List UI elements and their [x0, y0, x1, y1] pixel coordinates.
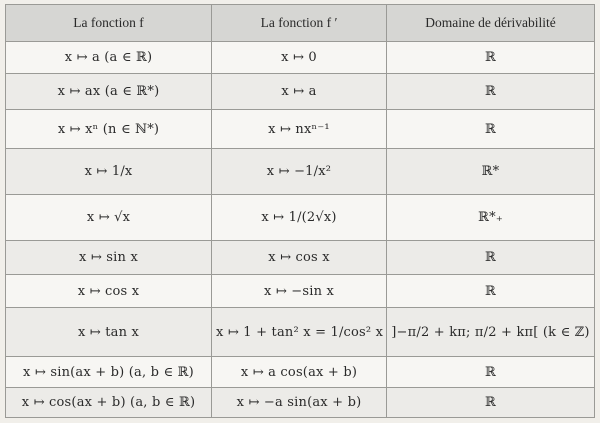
domain-cell: ℝ* [387, 149, 595, 195]
header-domain: Domaine de dérivabilité [387, 5, 595, 42]
derivative-cell: x ↦ a cos(ax + b) [212, 357, 387, 388]
function-cell: x ↦ sin(ax + b) (a, b ∈ ℝ) [6, 357, 212, 388]
domain-cell: ℝ [387, 275, 595, 308]
function-cell: x ↦ ax (a ∈ ℝ*) [6, 74, 212, 110]
function-cell: x ↦ cos x [6, 275, 212, 308]
derivative-cell: x ↦ −1/x² [212, 149, 387, 195]
table-row [6, 308, 595, 357]
table-row [6, 388, 595, 418]
table-row [6, 42, 595, 74]
derivative-cell: x ↦ 1/(2√x) [212, 195, 387, 241]
function-cell: x ↦ √x [6, 195, 212, 241]
function-cell: x ↦ xⁿ (n ∈ ℕ*) [6, 110, 212, 149]
function-cell: x ↦ cos(ax + b) (a, b ∈ ℝ) [6, 388, 212, 418]
derivatives-table-sheet [5, 4, 594, 417]
domain-cell: ℝ [387, 388, 595, 418]
function-cell: x ↦ a (a ∈ ℝ) [6, 42, 212, 74]
domain-cell: ℝ [387, 110, 595, 149]
derivative-cell: x ↦ −a sin(ax + b) [212, 388, 387, 418]
domain-cell: ℝ*₊ [387, 195, 595, 241]
derivative-cell: x ↦ 1 + tan² x = 1/cos² x [212, 308, 387, 357]
derivative-cell: x ↦ a [212, 74, 387, 110]
derivative-cell: x ↦ −sin x [212, 275, 387, 308]
table-row [6, 74, 595, 110]
table-row [6, 241, 595, 275]
table-row [6, 357, 595, 388]
table-row [6, 149, 595, 195]
domain-cell: ]−π/2 + kπ; π/2 + kπ[ (k ∈ ℤ) [387, 308, 595, 357]
table-row [6, 195, 595, 241]
derivative-cell: x ↦ nxⁿ⁻¹ [212, 110, 387, 149]
function-cell: x ↦ 1/x [6, 149, 212, 195]
domain-cell: ℝ [387, 357, 595, 388]
function-cell: x ↦ sin x [6, 241, 212, 275]
header-derivative: La fonction f ′ [212, 5, 387, 42]
domain-cell: ℝ [387, 74, 595, 110]
domain-cell: ℝ [387, 42, 595, 74]
function-cell: x ↦ tan x [6, 308, 212, 357]
table-row [6, 110, 595, 149]
derivative-cell: x ↦ 0 [212, 42, 387, 74]
header-function: La fonction f [6, 5, 212, 42]
derivatives-table [5, 4, 595, 418]
table-row [6, 275, 595, 308]
domain-cell: ℝ [387, 241, 595, 275]
header-row [6, 5, 595, 42]
derivative-cell: x ↦ cos x [212, 241, 387, 275]
